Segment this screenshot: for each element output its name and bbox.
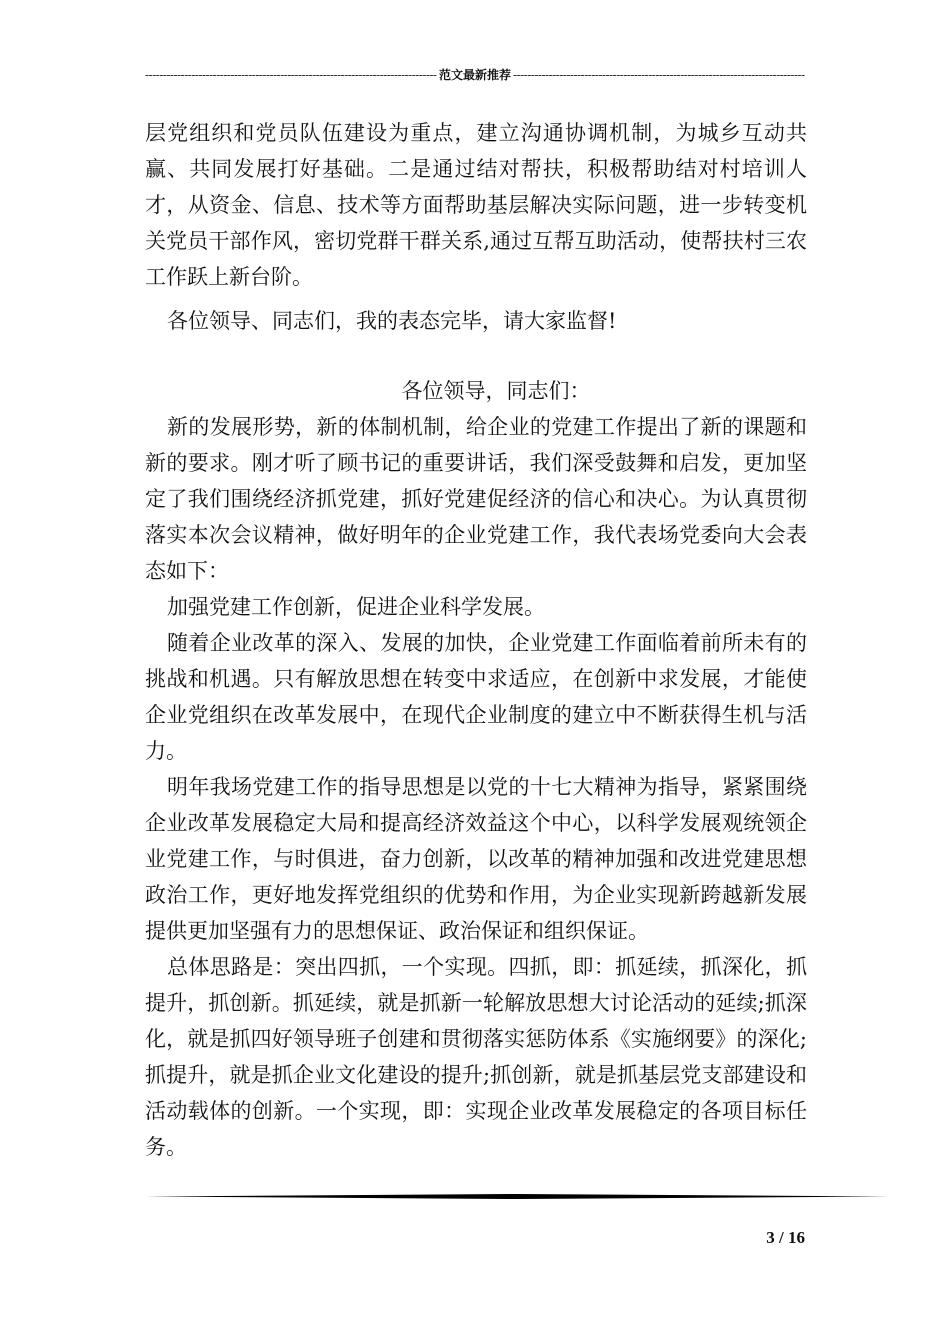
document-body (145, 115, 807, 1165)
page-number: 3 / 16 (766, 1228, 805, 1247)
page-header (145, 66, 805, 83)
header-title: 范文最新推荐 (439, 68, 512, 82)
footer-rule (145, 1194, 890, 1199)
paragraph-continuation: 层党组织和党员队伍建设为重点，建立沟通协调机制，为城乡互动共赢、共同发展打好基础。二是通过结对帮扶，积极帮助结对村培训人才，从资金、信息、技术等方面帮助基层解决实际问题，进一步转变机关党员干部作风，密切党群干群关系,通过互帮互助活动，使帮扶村三农工作跃上新台阶。 (145, 121, 807, 289)
header-rule-left (145, 68, 437, 82)
paragraph-intro: 新的发展形势，新的体制机制，给企业的党建工作提出了新的课题和新的要求。刚才听了顾书记的重要讲话，我们深受鼓舞和启发，更加坚定了我们围绕经济抓党建，抓好党建促经济的信心和决心。为认真贯彻落实本次会议精神，做好明年的企业党建工作，我代表场党委向大会表态如下： (145, 415, 807, 583)
paragraph-heading: 加强党建工作创新，促进企业科学发展。 (167, 595, 545, 619)
paragraph-guiding-thought: 明年我场党建工作的指导思想是以党的十七大精神为指导，紧紧围绕企业改革发展稳定大局和提高经济效益这个中心，以科学发展观统领企业党建工作，与时俱进，奋力创新，以改革的精神加强和改进党建思想政治工作，更好地发挥党组织的优势和作用，为企业实现新跨越新发展提供更加坚强有力的思想保证、政治保证和组织保证。 (145, 775, 807, 943)
paragraph-overall-approach: 总体思路是：突出四抓，一个实现。四抓，即：抓延续，抓深化，抓提升，抓创新。抓延续，就是抓新一轮解放思想大讨论活动的延续;抓深化，就是抓四好领导班子创建和贯彻落实惩防体系《实施纲要》的深化;抓提升，就是抓企业文化建设的提升;抓创新，就是抓基层党支部建设和活动载体的创新。一个实现，即：实现企业改革发展稳定的各项目标任务。 (145, 955, 807, 1159)
paragraph-reform: 随着企业改革的深入、发展的加快，企业党建工作面临着前所未有的挑战和机遇。只有解放思想在转变中求适应，在创新中求发展，才能使企业党组织在改革发展中，在现代企业制度的建立中不断获得生机与活力。 (145, 631, 807, 763)
greeting-line: 各位领导，同志们： (401, 379, 591, 403)
header-rule-right (513, 68, 805, 82)
paragraph-closing: 各位领导、同志们，我的表态完毕，请大家监督! (167, 309, 617, 333)
